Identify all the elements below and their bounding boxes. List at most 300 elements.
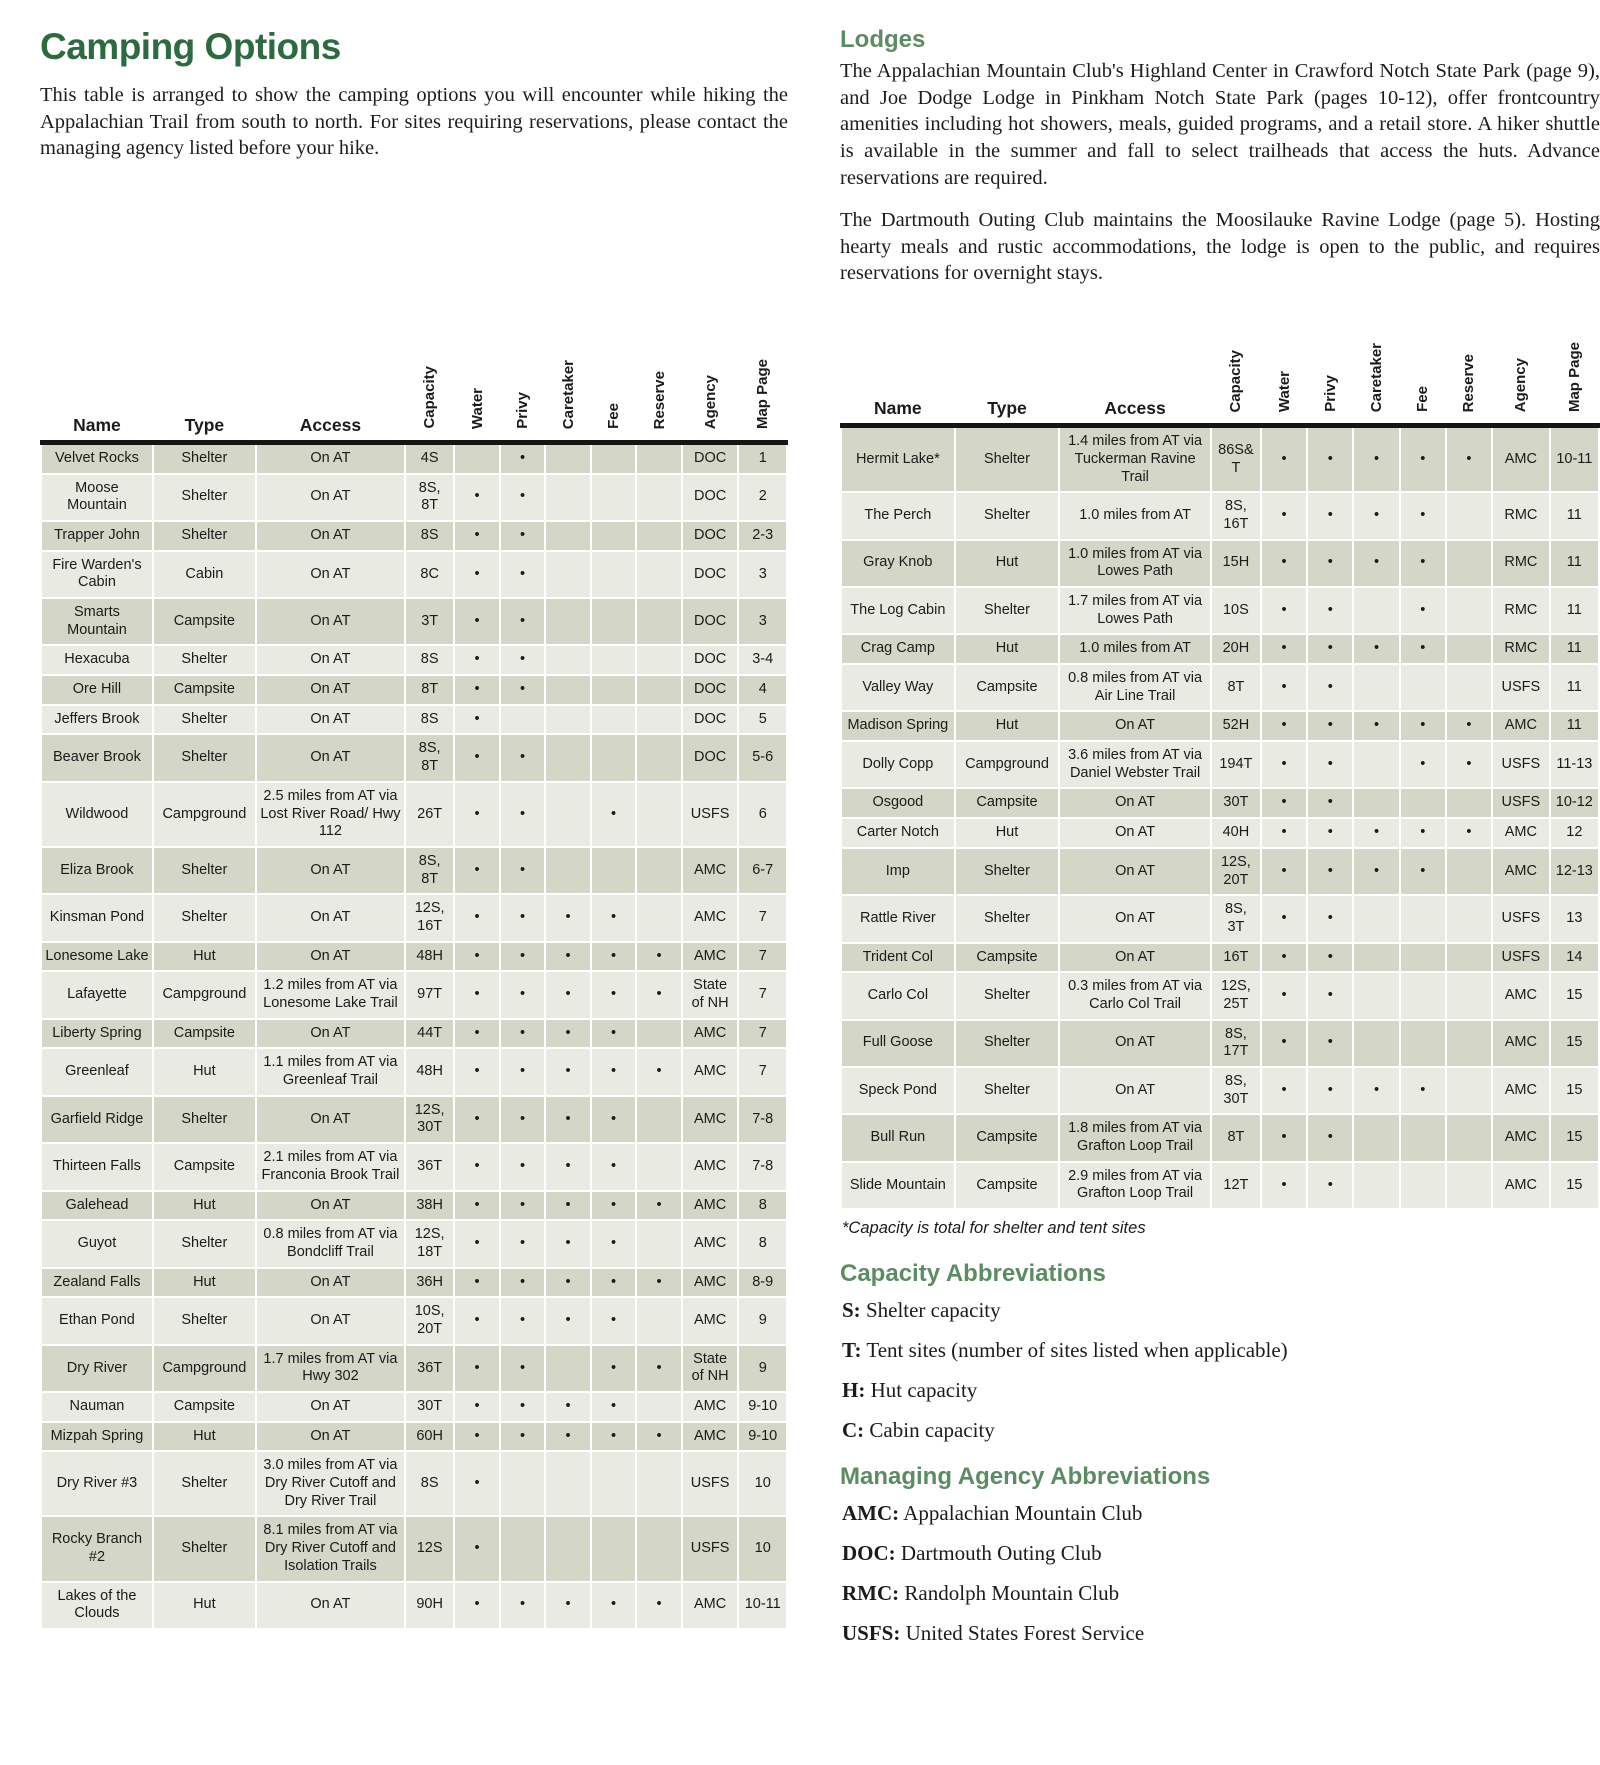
- reserve-dot-cell: [636, 1096, 682, 1143]
- table-header-row: [41, 334, 787, 443]
- caretaker-dot-cell: [1353, 1114, 1399, 1161]
- site-type-cell: Campground: [153, 971, 256, 1018]
- map-page-cell: 13: [1550, 895, 1599, 942]
- agency-cell: AMC: [1492, 1114, 1550, 1161]
- map-page-cell: 15: [1550, 1114, 1599, 1161]
- fee-dot-cell: •: [591, 1268, 637, 1298]
- privy-dot-cell: •: [500, 971, 546, 1018]
- site-name-cell: Trident Col: [841, 943, 955, 973]
- fee-dot-cell: •: [591, 1096, 637, 1143]
- agency-abbreviations-heading: Managing Agency Abbreviations: [840, 1463, 1211, 1491]
- table-row: [841, 1162, 1599, 1209]
- site-access-cell: 2.5 miles from AT via Lost River Road/ Hwy 112: [256, 782, 405, 847]
- site-type-cell: Shelter: [955, 426, 1060, 493]
- capacity-cell: 30T: [405, 1392, 454, 1422]
- table-row: [841, 540, 1599, 587]
- site-type-cell: Hut: [153, 1191, 256, 1221]
- capacity-cell: 60H: [405, 1422, 454, 1452]
- agency-cell: RMC: [1492, 492, 1550, 539]
- privy-dot-cell: •: [500, 894, 546, 941]
- agency-cell: AMC: [1492, 1067, 1550, 1114]
- column-header-fee-label: Fee: [605, 403, 623, 429]
- site-type-cell: Shelter: [153, 894, 256, 941]
- site-type-cell: Shelter: [153, 1096, 256, 1143]
- fee-dot-cell: •: [1400, 711, 1446, 741]
- reserve-dot-cell: [1446, 895, 1492, 942]
- privy-dot-cell: [500, 1516, 546, 1581]
- water-dot-cell: •: [454, 598, 500, 645]
- site-access-cell: On AT: [256, 1582, 405, 1629]
- reserve-dot-cell: •: [636, 1345, 682, 1392]
- caretaker-dot-cell: [545, 551, 591, 598]
- site-access-cell: On AT: [1059, 711, 1211, 741]
- page-title: Camping Options: [40, 26, 341, 67]
- privy-dot-cell: •: [500, 551, 546, 598]
- site-access-cell: On AT: [1059, 788, 1211, 818]
- privy-dot-cell: •: [1307, 788, 1353, 818]
- site-access-cell: 1.4 miles from AT via Tuckerman Ravine Trail: [1059, 426, 1211, 493]
- site-access-cell: 1.1 miles from AT via Greenleaf Trail: [256, 1048, 405, 1095]
- agency-cell: USFS: [1492, 741, 1550, 788]
- capacity-cell: 8S, 8T: [405, 734, 454, 781]
- capacity-cell: 8S: [405, 705, 454, 735]
- site-access-cell: 1.0 miles from AT: [1059, 634, 1211, 664]
- site-name-cell: Nauman: [41, 1392, 153, 1422]
- reserve-dot-cell: [636, 598, 682, 645]
- site-name-cell: The Log Cabin: [841, 587, 955, 634]
- agency-cell: AMC: [1492, 1020, 1550, 1067]
- table-row: [41, 782, 787, 847]
- privy-dot-cell: •: [1307, 818, 1353, 848]
- site-type-cell: Hut: [153, 1048, 256, 1095]
- fee-dot-cell: •: [591, 942, 637, 972]
- site-name-cell: Full Goose: [841, 1020, 955, 1067]
- fee-dot-cell: [591, 847, 637, 894]
- site-access-cell: On AT: [256, 442, 405, 473]
- water-dot-cell: •: [1261, 741, 1307, 788]
- site-type-cell: Shelter: [955, 848, 1060, 895]
- agency-cell: AMC: [682, 1268, 739, 1298]
- fee-dot-cell: [591, 598, 637, 645]
- agency-cell: AMC: [1492, 711, 1550, 741]
- caretaker-dot-cell: •: [1353, 426, 1399, 493]
- column-header-type: Type: [955, 317, 1060, 426]
- agency-cell: State of NH: [682, 1345, 739, 1392]
- capacity-cell: 10S, 20T: [405, 1297, 454, 1344]
- site-type-cell: Shelter: [955, 895, 1060, 942]
- fee-dot-cell: [591, 521, 637, 551]
- abbr-desc: Dartmouth Outing Club: [900, 1541, 1102, 1566]
- site-type-cell: Campground: [153, 1345, 256, 1392]
- caretaker-dot-cell: [545, 705, 591, 735]
- reserve-dot-cell: [636, 847, 682, 894]
- agency-cell: DOC: [682, 474, 739, 521]
- reserve-dot-cell: [636, 705, 682, 735]
- reserve-dot-cell: [1446, 492, 1492, 539]
- table-row: [41, 598, 787, 645]
- water-dot-cell: •: [1261, 587, 1307, 634]
- caretaker-dot-cell: •: [545, 1268, 591, 1298]
- site-type-cell: Campground: [153, 782, 256, 847]
- site-name-cell: Beaver Brook: [41, 734, 153, 781]
- site-name-cell: Lafayette: [41, 971, 153, 1018]
- site-type-cell: Campground: [955, 741, 1060, 788]
- agency-cell: DOC: [682, 521, 739, 551]
- capacity-cell: 8C: [405, 551, 454, 598]
- map-page-cell: 10-11: [738, 1582, 787, 1629]
- water-dot-cell: •: [454, 1191, 500, 1221]
- water-dot-cell: •: [454, 1392, 500, 1422]
- capacity-cell: 8S, 30T: [1211, 1067, 1261, 1114]
- agency-cell: DOC: [682, 705, 739, 735]
- agency-cell: DOC: [682, 645, 739, 675]
- fee-dot-cell: •: [591, 1392, 637, 1422]
- reserve-dot-cell: [636, 1451, 682, 1516]
- abbr-key: AMC:: [842, 1501, 900, 1526]
- caretaker-dot-cell: •: [545, 1220, 591, 1267]
- column-header-name: Name: [41, 334, 153, 443]
- water-dot-cell: •: [454, 1516, 500, 1581]
- site-access-cell: On AT: [1059, 1067, 1211, 1114]
- agency-cell: DOC: [682, 734, 739, 781]
- privy-dot-cell: •: [1307, 895, 1353, 942]
- agency-cell: AMC: [682, 1422, 739, 1452]
- reserve-dot-cell: •: [636, 1191, 682, 1221]
- reserve-dot-cell: [1446, 1067, 1492, 1114]
- caretaker-dot-cell: •: [545, 1297, 591, 1344]
- table-row: [41, 1019, 787, 1049]
- site-name-cell: Madison Spring: [841, 711, 955, 741]
- reserve-dot-cell: [636, 782, 682, 847]
- fee-dot-cell: •: [1400, 587, 1446, 634]
- column-header-reserve-label: Reserve: [650, 370, 668, 429]
- capacity-cell: 12S: [405, 1516, 454, 1581]
- map-page-cell: 3: [738, 598, 787, 645]
- column-header-caretaker-label: Caretaker: [1367, 342, 1385, 413]
- site-access-cell: On AT: [256, 1392, 405, 1422]
- site-access-cell: On AT: [1059, 943, 1211, 973]
- water-dot-cell: •: [1261, 895, 1307, 942]
- table-row: [841, 664, 1599, 711]
- capacity-cell: 10S: [1211, 587, 1261, 634]
- agency-cell: USFS: [682, 1516, 739, 1581]
- abbr-item-shelter: [842, 1298, 1600, 1323]
- map-page-cell: 15: [1550, 1162, 1599, 1209]
- site-type-cell: Shelter: [153, 705, 256, 735]
- map-page-cell: 2-3: [738, 521, 787, 551]
- site-name-cell: Guyot: [41, 1220, 153, 1267]
- site-access-cell: On AT: [256, 942, 405, 972]
- privy-dot-cell: •: [500, 942, 546, 972]
- column-header-capacity: [405, 334, 454, 443]
- site-type-cell: Hut: [955, 540, 1060, 587]
- column-header-map-page-label: Map Page: [754, 358, 772, 429]
- water-dot-cell: •: [454, 474, 500, 521]
- agency-cell: AMC: [1492, 818, 1550, 848]
- caretaker-dot-cell: [545, 645, 591, 675]
- privy-dot-cell: [500, 705, 546, 735]
- fee-dot-cell: •: [591, 1297, 637, 1344]
- fee-dot-cell: [1400, 943, 1446, 973]
- reserve-dot-cell: [1446, 848, 1492, 895]
- agency-cell: AMC: [682, 1392, 739, 1422]
- site-access-cell: On AT: [256, 1297, 405, 1344]
- fee-dot-cell: [1400, 895, 1446, 942]
- site-access-cell: On AT: [1059, 895, 1211, 942]
- map-page-cell: 11: [1550, 634, 1599, 664]
- site-name-cell: Moose Mountain: [41, 474, 153, 521]
- abbr-item-hut: [842, 1378, 1600, 1403]
- agency-cell: USFS: [682, 782, 739, 847]
- table-row: [41, 971, 787, 1018]
- capacity-cell: 8S: [405, 645, 454, 675]
- table-row: [841, 1020, 1599, 1067]
- fee-dot-cell: •: [591, 1143, 637, 1190]
- map-page-cell: 11: [1550, 711, 1599, 741]
- site-type-cell: Hut: [153, 1268, 256, 1298]
- abbr-item-tent: [842, 1338, 1600, 1363]
- capacity-cell: 36T: [405, 1143, 454, 1190]
- caretaker-dot-cell: •: [545, 894, 591, 941]
- capacity-cell: 15H: [1211, 540, 1261, 587]
- table-row: [841, 788, 1599, 818]
- water-dot-cell: •: [1261, 540, 1307, 587]
- table-row: [841, 848, 1599, 895]
- site-access-cell: 0.8 miles from AT via Air Line Trail: [1059, 664, 1211, 711]
- caretaker-dot-cell: •: [1353, 492, 1399, 539]
- agency-cell: AMC: [1492, 1162, 1550, 1209]
- water-dot-cell: •: [454, 942, 500, 972]
- caretaker-dot-cell: •: [545, 1096, 591, 1143]
- privy-dot-cell: •: [1307, 634, 1353, 664]
- site-name-cell: Velvet Rocks: [41, 442, 153, 473]
- reserve-dot-cell: [1446, 634, 1492, 664]
- fee-dot-cell: •: [591, 894, 637, 941]
- site-type-cell: Campsite: [153, 1392, 256, 1422]
- fee-dot-cell: •: [1400, 634, 1446, 664]
- agency-cell: RMC: [1492, 634, 1550, 664]
- site-type-cell: Shelter: [153, 645, 256, 675]
- fee-dot-cell: [1400, 664, 1446, 711]
- reserve-dot-cell: [636, 551, 682, 598]
- column-header-name: Name: [841, 317, 955, 426]
- site-type-cell: Campsite: [955, 943, 1060, 973]
- agency-cell: AMC: [682, 847, 739, 894]
- site-type-cell: Campsite: [955, 1114, 1060, 1161]
- abbr-key: RMC:: [842, 1581, 900, 1606]
- capacity-cell: 8T: [1211, 664, 1261, 711]
- reserve-dot-cell: [636, 1392, 682, 1422]
- column-header-reserve: [636, 334, 682, 443]
- water-dot-cell: •: [1261, 972, 1307, 1019]
- capacity-footnote: *Capacity is total for shelter and tent sites: [842, 1219, 1146, 1238]
- capacity-cell: 8S: [405, 1451, 454, 1516]
- capacity-cell: 20H: [1211, 634, 1261, 664]
- agency-cell: AMC: [682, 1191, 739, 1221]
- reserve-dot-cell: [636, 442, 682, 473]
- reserve-dot-cell: •: [636, 1422, 682, 1452]
- capacity-cell: 48H: [405, 1048, 454, 1095]
- water-dot-cell: •: [1261, 1114, 1307, 1161]
- column-header-caretaker-label: Caretaker: [559, 359, 577, 429]
- agency-cell: AMC: [682, 1220, 739, 1267]
- caretaker-dot-cell: [545, 1345, 591, 1392]
- fee-dot-cell: •: [591, 1191, 637, 1221]
- column-header-privy: [1307, 317, 1353, 426]
- map-page-cell: 10-12: [1550, 788, 1599, 818]
- site-access-cell: On AT: [256, 1191, 405, 1221]
- privy-dot-cell: •: [500, 598, 546, 645]
- caretaker-dot-cell: [545, 782, 591, 847]
- site-access-cell: 8.1 miles from AT via Dry River Cutoff and Isolation Trails: [256, 1516, 405, 1581]
- capacity-cell: 3T: [405, 598, 454, 645]
- northern-sites-table: [840, 317, 1600, 1210]
- map-page-cell: 3: [738, 551, 787, 598]
- table-row: [841, 741, 1599, 788]
- privy-dot-cell: •: [1307, 943, 1353, 973]
- caretaker-dot-cell: [545, 442, 591, 473]
- site-name-cell: Garfield Ridge: [41, 1096, 153, 1143]
- site-name-cell: Zealand Falls: [41, 1268, 153, 1298]
- capacity-cell: 12S, 20T: [1211, 848, 1261, 895]
- caretaker-dot-cell: •: [1353, 634, 1399, 664]
- fee-dot-cell: •: [591, 782, 637, 847]
- agency-cell: USFS: [682, 1451, 739, 1516]
- caretaker-dot-cell: •: [545, 1048, 591, 1095]
- reserve-dot-cell: [636, 1019, 682, 1049]
- privy-dot-cell: •: [1307, 1020, 1353, 1067]
- site-type-cell: Hut: [153, 1422, 256, 1452]
- map-page-cell: 15: [1550, 1067, 1599, 1114]
- capacity-cell: 8S, 16T: [1211, 492, 1261, 539]
- privy-dot-cell: •: [1307, 426, 1353, 493]
- privy-dot-cell: •: [1307, 1067, 1353, 1114]
- caretaker-dot-cell: [545, 847, 591, 894]
- capacity-cell: 194T: [1211, 741, 1261, 788]
- site-access-cell: 1.2 miles from AT via Lonesome Lake Trail: [256, 971, 405, 1018]
- reserve-dot-cell: [636, 894, 682, 941]
- capacity-cell: 8S, 17T: [1211, 1020, 1261, 1067]
- table-row: [41, 847, 787, 894]
- site-name-cell: Valley Way: [841, 664, 955, 711]
- site-name-cell: Slide Mountain: [841, 1162, 955, 1209]
- reserve-dot-cell: [1446, 788, 1492, 818]
- site-type-cell: Shelter: [153, 847, 256, 894]
- water-dot-cell: •: [454, 675, 500, 705]
- water-dot-cell: •: [454, 734, 500, 781]
- capacity-cell: 26T: [405, 782, 454, 847]
- fee-dot-cell: [591, 705, 637, 735]
- capacity-cell: 40H: [1211, 818, 1261, 848]
- site-access-cell: 0.3 miles from AT via Carlo Col Trail: [1059, 972, 1211, 1019]
- site-type-cell: Shelter: [153, 521, 256, 551]
- site-type-cell: Hut: [955, 711, 1060, 741]
- caretaker-dot-cell: [545, 598, 591, 645]
- map-page-cell: 10-11: [1550, 426, 1599, 493]
- column-header-water-label: Water: [1275, 371, 1293, 413]
- site-name-cell: Thirteen Falls: [41, 1143, 153, 1190]
- privy-dot-cell: •: [500, 675, 546, 705]
- table-row: [41, 1096, 787, 1143]
- table-row: [841, 972, 1599, 1019]
- column-header-privy-label: Privy: [514, 392, 532, 429]
- fee-dot-cell: •: [1400, 741, 1446, 788]
- privy-dot-cell: •: [1307, 848, 1353, 895]
- water-dot-cell: •: [1261, 1162, 1307, 1209]
- site-type-cell: Shelter: [153, 474, 256, 521]
- site-access-cell: 1.8 miles from AT via Grafton Loop Trail: [1059, 1114, 1211, 1161]
- site-type-cell: Hut: [153, 942, 256, 972]
- table-row: [841, 711, 1599, 741]
- privy-dot-cell: •: [500, 521, 546, 551]
- capacity-cell: 4S: [405, 442, 454, 473]
- abbr-item-doc: [842, 1541, 1600, 1566]
- site-access-cell: 1.0 miles from AT via Lowes Path: [1059, 540, 1211, 587]
- water-dot-cell: •: [1261, 634, 1307, 664]
- fee-dot-cell: [1400, 972, 1446, 1019]
- privy-dot-cell: •: [1307, 972, 1353, 1019]
- water-dot-cell: •: [454, 1422, 500, 1452]
- reserve-dot-cell: •: [636, 942, 682, 972]
- privy-dot-cell: •: [1307, 1162, 1353, 1209]
- reserve-dot-cell: [636, 645, 682, 675]
- agency-cell: USFS: [1492, 943, 1550, 973]
- agency-cell: AMC: [1492, 972, 1550, 1019]
- lodges-paragraph-1: The Appalachian Mountain Club's Highland Center in Crawford Notch State Park (page 9), and Joe Dodge Lodge in Pinkham Notch State Park (pages 10-12), offer frontcountry amenities including hot showers, meals, guided programs, and a retail store. A hiker shuttle is available in the summer and fall to select trailheads that access the huts. Advance reservations are required.: [840, 60, 1600, 189]
- site-access-cell: On AT: [256, 705, 405, 735]
- privy-dot-cell: •: [500, 1268, 546, 1298]
- site-name-cell: Smarts Mountain: [41, 598, 153, 645]
- site-access-cell: On AT: [256, 474, 405, 521]
- capacity-cell: 36H: [405, 1268, 454, 1298]
- site-name-cell: Dry River #3: [41, 1451, 153, 1516]
- table-row: [841, 895, 1599, 942]
- reserve-dot-cell: [1446, 972, 1492, 1019]
- map-page-cell: 4: [738, 675, 787, 705]
- reserve-dot-cell: •: [1446, 426, 1492, 493]
- caretaker-dot-cell: •: [1353, 818, 1399, 848]
- reserve-dot-cell: [636, 1297, 682, 1344]
- water-dot-cell: •: [454, 551, 500, 598]
- reserve-dot-cell: [1446, 587, 1492, 634]
- abbr-key: USFS:: [842, 1621, 901, 1646]
- water-dot-cell: •: [454, 1345, 500, 1392]
- site-type-cell: Campsite: [955, 788, 1060, 818]
- abbr-key: T:: [842, 1338, 862, 1363]
- water-dot-cell: •: [454, 847, 500, 894]
- site-access-cell: On AT: [256, 598, 405, 645]
- water-dot-cell: •: [1261, 1020, 1307, 1067]
- map-page-cell: 7: [738, 894, 787, 941]
- site-access-cell: On AT: [256, 551, 405, 598]
- table-row: [41, 1297, 787, 1344]
- agency-cell: AMC: [682, 942, 739, 972]
- agency-cell: AMC: [682, 1297, 739, 1344]
- abbr-desc: United States Forest Service: [905, 1621, 1145, 1646]
- caretaker-dot-cell: [545, 675, 591, 705]
- capacity-cell: 97T: [405, 971, 454, 1018]
- capacity-cell: 8T: [405, 675, 454, 705]
- site-access-cell: 3.6 miles from AT via Daniel Webster Trail: [1059, 741, 1211, 788]
- fee-dot-cell: [1400, 1162, 1446, 1209]
- capacity-cell: 38H: [405, 1191, 454, 1221]
- reserve-dot-cell: [636, 1220, 682, 1267]
- site-name-cell: Wildwood: [41, 782, 153, 847]
- agency-cell: AMC: [682, 1143, 739, 1190]
- site-name-cell: Carlo Col: [841, 972, 955, 1019]
- table-row: [41, 442, 787, 473]
- privy-dot-cell: •: [500, 1019, 546, 1049]
